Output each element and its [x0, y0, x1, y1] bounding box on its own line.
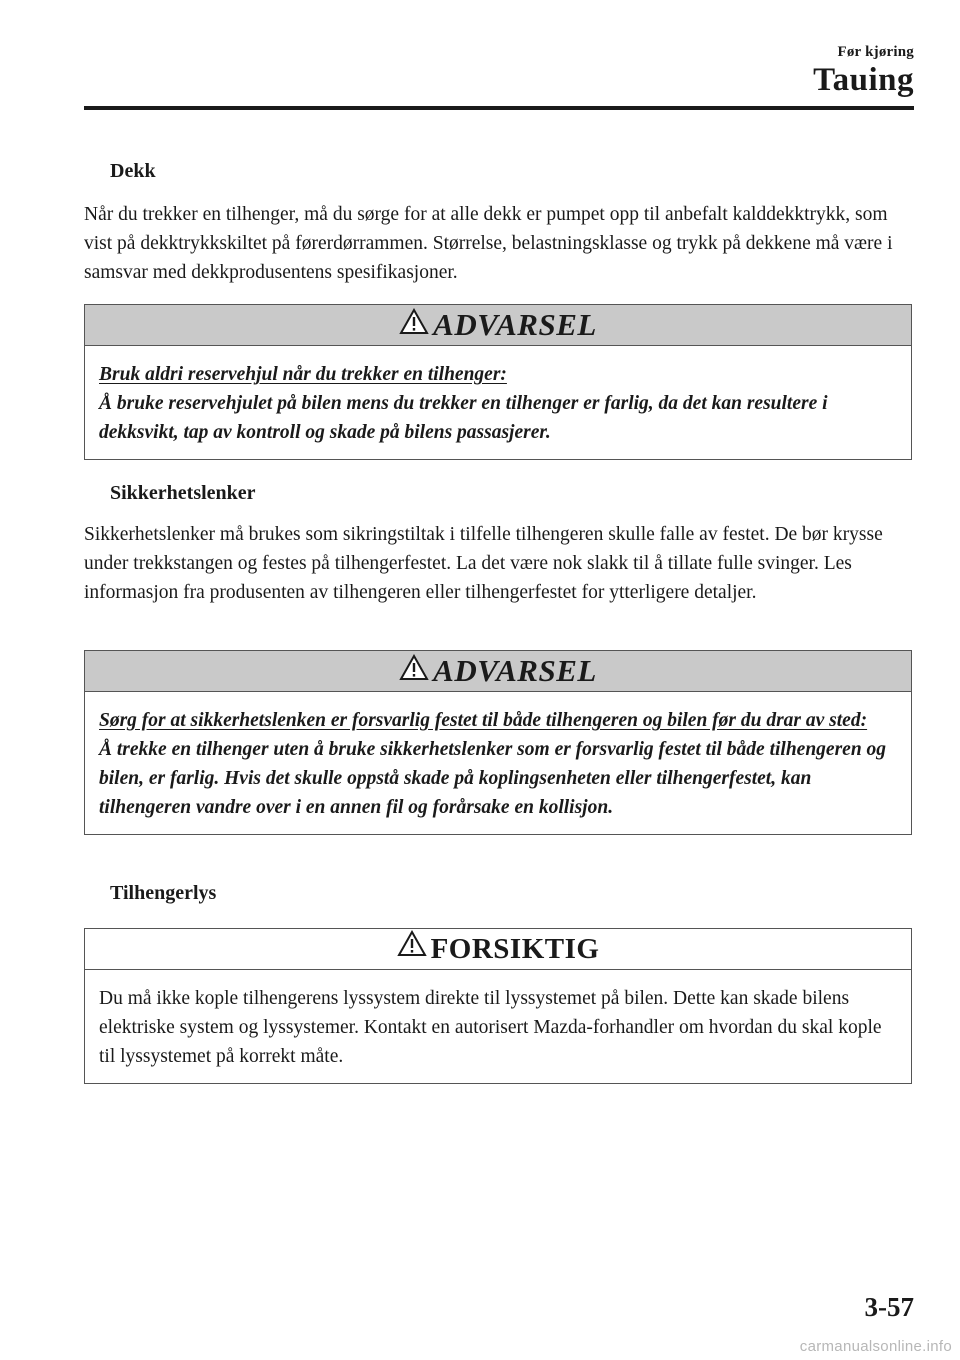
warning-text: Å bruke reservehjulet på bilen mens du trekker en tilhenger er farlig, da det kan resultere i dekksvikt, tap av kontroll og skade på bilens passasjerer.: [99, 393, 828, 443]
page-title: Tauing: [813, 62, 914, 98]
warning-label: ADVARSEL: [433, 653, 597, 688]
warning-body: [85, 692, 911, 834]
caution-text: Du må ikke kople tilhengerens lyssystem direkte til lyssystemet på bilen. Dette kan skade bilens elektriske system og lyssystemer. Kontakt en autorisert Mazda-forhandler om hvordan du skal kople til lyssystemet på korrekt måte.: [99, 988, 882, 1067]
warning-text: Å trekke en tilhenger uten å bruke sikkerhetslenker som er forsvarlig festet til både tilhengeren og bilen, er farlig. Hvis det skulle oppstå skade på koplingsenheten eller tilhengerfestet, kan tilhengeren vandre over i en annen fil og forårsake en kollisjon.: [99, 739, 887, 818]
section-heading-dekk: Dekk: [110, 160, 156, 182]
page-number: 3-57: [864, 1292, 914, 1322]
warning-body: [85, 346, 911, 459]
warning-box-spare-wheel: [84, 304, 912, 460]
header-divider: [84, 106, 914, 110]
warning-header: [85, 305, 911, 346]
header-section-label: Før kjøring: [837, 44, 914, 60]
caution-box-trailer-lights: [84, 928, 912, 1084]
warning-title: Bruk aldri reservehjul når du trekker en tilhenger:: [99, 364, 507, 385]
warning-title: Sørg for at sikkerhetslenken er forsvarlig festet til både tilhengeren og bilen før du drar av sted:: [99, 710, 868, 731]
watermark: carmanualsonline.info: [799, 1338, 952, 1355]
warning-box-safety-chains: [84, 650, 912, 835]
caution-header: [85, 929, 911, 970]
paragraph-safety-chains: Sikkerhetslenker må brukes som sikringstiltak i tilfelle tilhengeren skulle falle av festet. De bør krysse under trekkstangen og festes på tilhengerfestet. La det være nok slakk til å tillate fulle svinger. Les informasjon fra produsenten av tilhengeren eller tilhengerfestet for ytterligere detaljer.: [84, 524, 883, 603]
alert-triangle-icon: [397, 928, 427, 968]
alert-triangle-icon: [399, 651, 429, 691]
warning-header: [85, 651, 911, 692]
paragraph-dekk: Når du trekker en tilhenger, må du sørge for at alle dekk er pumpet opp til anbefalt kalddekktrykk, som vist på dekktrykkskiltet på førerdørrammen. Størrelse, belastningsklasse og trykk på dekkene må være i samsvar med dekkprodusentens spesifikasjoner.: [84, 204, 893, 283]
section-heading-trailer-lights: Tilhengerlys: [110, 882, 217, 904]
warning-label: ADVARSEL: [433, 307, 597, 342]
caution-body: [85, 970, 911, 1083]
caution-label: FORSIKTIG: [430, 933, 600, 965]
alert-triangle-icon: [399, 305, 429, 345]
section-heading-safety-chains: Sikkerhetslenker: [110, 482, 256, 504]
